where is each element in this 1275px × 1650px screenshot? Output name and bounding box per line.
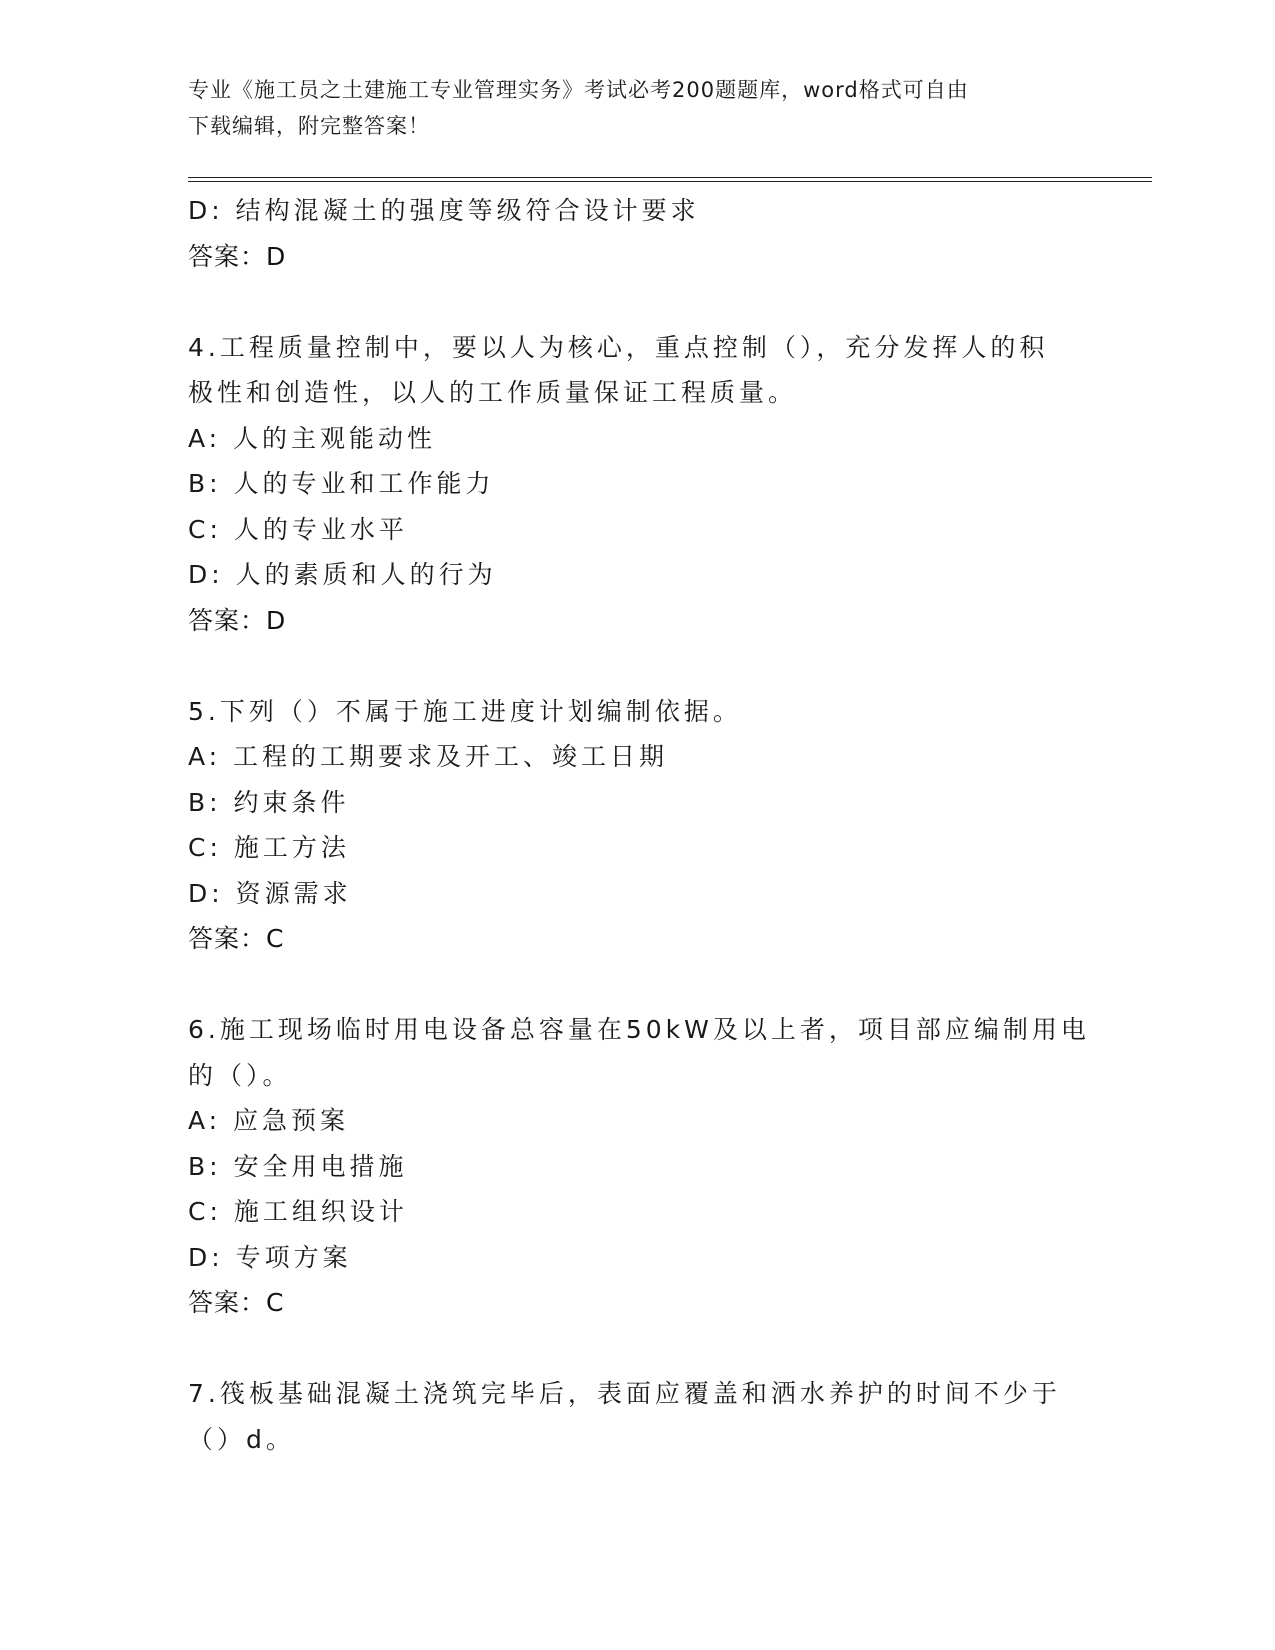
answer: 答案：C bbox=[188, 1288, 285, 1317]
spacer bbox=[188, 962, 1088, 1008]
answer: 答案：C bbox=[188, 924, 285, 953]
spacer bbox=[188, 643, 1088, 689]
question-stem-line-1: 7.筏板基础混凝土浇筑完毕后，表面应覆盖和洒水养护的时间不少于 bbox=[188, 1379, 1061, 1408]
option-c: C: 人的专业水平 bbox=[188, 514, 408, 544]
header-divider-bottom bbox=[188, 181, 1152, 182]
option-a: A: 应急预案 bbox=[188, 1106, 350, 1135]
question-stem-line-1: 4.工程质量控制中，要以人为核心，重点控制（），充分发挥人的积 bbox=[188, 332, 1049, 362]
option-d: D: 结构混凝土的强度等级符合设计要求 bbox=[188, 196, 700, 225]
document-header bbox=[188, 72, 1088, 144]
question-list bbox=[188, 188, 1088, 1462]
option-c: C: 施工方法 bbox=[188, 833, 350, 862]
option-a: A: 人的主观能动性 bbox=[188, 423, 437, 453]
option-a: A: 工程的工期要求及开工、竣工日期 bbox=[188, 742, 669, 771]
question-7 bbox=[188, 1371, 1088, 1462]
question-stem-line-2: （）d。 bbox=[188, 1424, 295, 1454]
question-5 bbox=[188, 689, 1088, 962]
spacer bbox=[188, 1326, 1088, 1372]
spacer bbox=[188, 279, 1088, 325]
option-b: B: 约束条件 bbox=[188, 787, 350, 817]
option-d: D: 资源需求 bbox=[188, 878, 352, 908]
header-line-1: 专业《施工员之土建施工专业管理实务》考试必考200题题库，word格式可自由 bbox=[188, 78, 969, 102]
option-d: D: 专项方案 bbox=[188, 1242, 352, 1272]
question-stem-line-2: 极性和创造性，以人的工作质量保证工程质量。 bbox=[188, 378, 798, 407]
option-c: C: 施工组织设计 bbox=[188, 1197, 408, 1226]
question-3 bbox=[188, 188, 1088, 279]
question-6 bbox=[188, 1007, 1088, 1326]
header-line-2: 下载编辑，附完整答案！ bbox=[188, 114, 430, 138]
option-d: D: 人的素质和人的行为 bbox=[188, 560, 497, 589]
question-stem-line-2: 的（）。 bbox=[188, 1060, 292, 1090]
answer: 答案：D bbox=[188, 241, 287, 271]
option-b: B: 安全用电措施 bbox=[188, 1151, 408, 1181]
question-stem-line-1: 6.施工现场临时用电设备总容量在50kW及以上者，项目部应编制用电 bbox=[188, 1015, 1090, 1044]
header-divider-top bbox=[188, 177, 1152, 178]
question-stem-line-1: 5.下列（）不属于施工进度计划编制依据。 bbox=[188, 696, 742, 726]
option-b: B: 人的专业和工作能力 bbox=[188, 469, 495, 498]
question-4 bbox=[188, 325, 1088, 644]
answer: 答案：D bbox=[188, 605, 287, 635]
